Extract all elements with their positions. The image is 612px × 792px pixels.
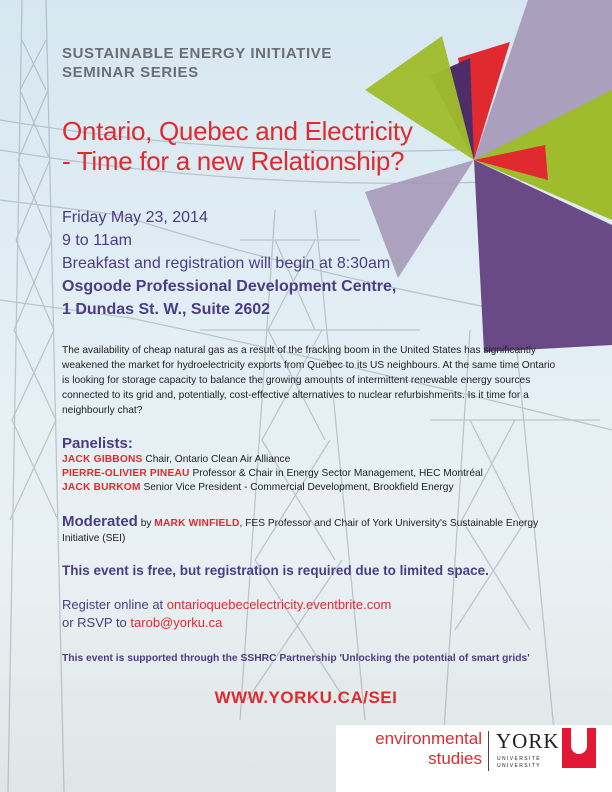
rsvp-email-link[interactable]: tarob@yorku.ca xyxy=(130,615,223,630)
university-text: UNIVERSITY xyxy=(497,763,542,769)
york-wordmark: YORK xyxy=(496,729,560,753)
panelists-heading: Panelists: xyxy=(62,435,133,452)
series-line-1: SUSTAINABLE ENERGY INITIATIVE xyxy=(62,45,332,62)
panelist-role: Chair, Ontario Clean Air Alliance xyxy=(145,454,291,465)
seminar-series-header xyxy=(62,44,332,82)
env-line-1: environmental xyxy=(375,729,482,748)
series-line-2: SEMINAR SERIES xyxy=(62,64,199,81)
logo-divider xyxy=(488,731,489,771)
event-details xyxy=(62,206,482,321)
event-description: The availability of cheap natural gas as a result of the fracking boom in the United States has significantly weakened the market for hydroelectricity exports from Quebec to its US neighbours. At the same time Ontario is looking for storage capacity to balance the growing amounts of intermittent renewable energy sources connected to its grid and, potentially, cost-effective alternatives to nuclear refurbishments. Is it time for a neighbourly chat? xyxy=(62,345,556,416)
event-venue: Osgoode Professional Development Centre, xyxy=(62,278,397,295)
event-date: Friday May 23, 2014 xyxy=(62,209,208,226)
panelist-name: PIERRE-OLIVIER PINEAU xyxy=(62,468,190,479)
panelists-section xyxy=(62,435,582,495)
panelist-item xyxy=(62,481,582,495)
panelist-name: JACK GIBBONS xyxy=(62,454,143,465)
free-event-notice: This event is free, but registration is required due to limited space. xyxy=(62,563,489,578)
registration-info xyxy=(62,596,391,632)
york-u-icon xyxy=(562,728,596,768)
title-line-2: - Time for a new Relationship? xyxy=(62,146,405,176)
env-line-2: studies xyxy=(428,749,482,768)
website-link[interactable]: WWW.YORKU.CA/SEI xyxy=(214,688,398,707)
panelist-item xyxy=(62,453,582,467)
event-time: 9 to 11am xyxy=(62,232,132,249)
eventbrite-link[interactable]: ontarioquebecelectricity.eventbrite.com xyxy=(166,597,392,612)
universite-text: UNIVERSITÉ xyxy=(497,756,542,762)
panelist-name: JACK BURKOM xyxy=(62,482,141,493)
event-breakfast: Breakfast and registration will begin at 8:30am xyxy=(62,255,391,272)
rsvp-label: or RSVP to xyxy=(62,615,127,630)
york-es-logo xyxy=(336,725,612,792)
environmental-studies-wordmark xyxy=(342,729,482,769)
register-online-label: Register online at xyxy=(62,597,164,612)
panelist-role: Professor & Chair in Energy Sector Management, HEC Montréal xyxy=(192,468,483,479)
event-address: 1 Dundas St. W., Suite 2602 xyxy=(62,301,271,318)
panelist-role: Senior Vice President - Commercial Development, Brookfield Energy xyxy=(143,482,454,493)
moderator-role: , FES Professor and Chair of York University's Sustainable Energy Initiative (SEI) xyxy=(62,518,539,544)
title-line-1: Ontario, Quebec and Electricity xyxy=(62,116,413,146)
moderator-name: MARK WINFIELD xyxy=(154,518,240,529)
panelist-item xyxy=(62,467,582,481)
event-title xyxy=(62,116,532,176)
moderator-section xyxy=(62,514,562,546)
moderated-heading: Moderated xyxy=(62,513,138,530)
moderated-by: by xyxy=(140,518,152,529)
sponsor-note: This event is supported through the SSHRC Partnership 'Unlocking the potential of smart grids' xyxy=(62,653,530,664)
